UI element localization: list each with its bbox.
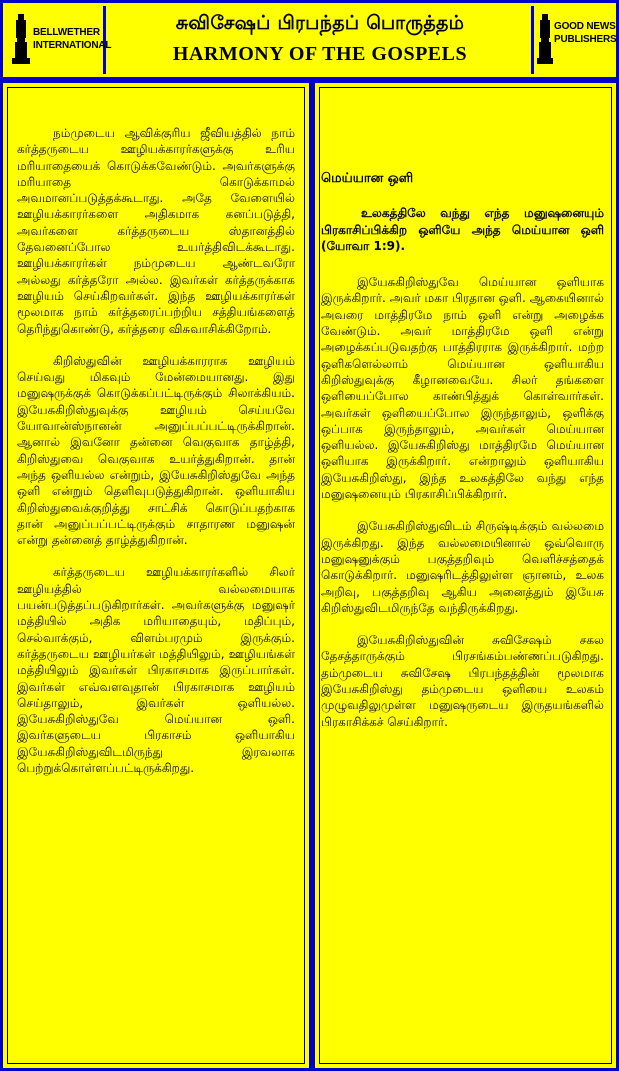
good-news-logo — [531, 6, 617, 74]
paragraph: கிறிஸ்துவின் ஊழியக்காரராக ஊழியம் செய்வது மிகவும் மேன்மையானது. இது மனுஷருக்குக் கொடுக்கப்பட்டிருக்கும் சிலாக்கியம். இயேசுகிறிஸ்துவுக்கு ஊழியம் செய்யவே யோவான்ஸ்நானன் அனுப்பப்பட்டிருக்கிறான். ஆனால் இவனோ தன்னை வெகுவாக தாழ்த்தி, கிறிஸ்துவை வெகுவாக உயர்த்துகிறான். தான் அந்த ஒளியல்ல என்றும், இயேசுகிறிஸ்துவே அந்த ஒளி என்றும் தெளிவுபடுத்துகிறான். ஒளியாகிய கிறிஸ்துவைக்குறித்து சாட்சிக் கொடுப்பதற்காக தான் அனுப்பப்பட்டிருக்கும் சாதாரண மனுஷன் என்று தன்னைத் தாழ்த்துகிறான். — [17, 353, 295, 548]
right-column — [312, 80, 619, 1071]
good-news-logo-text — [554, 20, 616, 46]
logo-line-1: BELLWETHER — [33, 27, 100, 38]
right-column-body — [321, 171, 604, 746]
bible-verse: உலகத்திலே வந்து எந்த மனுஷனையும் பிரகாசிப்பிக்கிற ஒளியே அந்த மெய்யான ஒளி (யோவா 1:9). — [321, 206, 604, 253]
header — [0, 0, 619, 80]
section-heading: மெய்யான ஒளி — [321, 171, 414, 186]
paragraph: இயேசுகிறிஸ்துவின் சுவிசேஷம் சகல தேசத்தாருக்கும் பிரசங்கம்பண்ணப்படுகிறது. தம்முடைய சுவிசேஷ பிரபந்தத்தின் மூலமாக இயேசுகிறிஸ்து தம்முடைய ஒளியை உலகம் முழுவதிலுமுள்ள மனுஷருடைய இருதயங்களில் பிரகாசிக்கச் செய்கிறார். — [321, 633, 604, 729]
tower-icon — [10, 12, 32, 68]
logo-line-2: PUBLISHERS — [554, 34, 617, 45]
tower-icon — [536, 12, 554, 68]
paragraph: கர்த்தருடைய ஊழியக்காரர்களில் சிலர் ஊழியத்தில் வல்லமையாக பயன்படுத்தப்படுகிறார்கள். அவர்களுக்கு மனுஷர் மத்தியில் அதிக மரியாதையும், மதிப்பும், செல்வாக்கும், விளம்பரமும் இருக்கும். கர்த்தருடைய ஊழியர்கள் மத்தியிலும், ஊழியங்கள் மத்தியிலும் இவர்கள் பிரகாசமாக இருப்பார்கள். இவர்கள் எவ்வளவுதான் பிரகாசமாக ஊழியம் செய்தாலும், இவர்கள் ஒளியல்ல. இயேசுகிறிஸ்துவே மெய்யான ஒளி. இவர்களுடைய பிரகாசம் ஒளியாகிய இயேசுகிறிஸ்துவிடமிருந்து இரவலாக பெற்றுக்கொள்ளப்பட்டிருக்கிறது. — [17, 565, 295, 775]
bellwether-logo-text — [33, 26, 111, 52]
logo-line-1: GOOD NEWS — [554, 21, 616, 32]
title-block — [109, 6, 531, 74]
paragraph: இயேசுகிறிஸ்துவே மெய்யான ஒளியாக இருக்கிறார். அவர் மகா பிரதான ஒளி. ஆகையினால் அவரை மாத்திரமே நாம் ஒளி என்று அழைக்க வேண்டும். அவர் மாத்திரமே ஒளி என்று அழைக்கப்படுவதற்கு பாத்திரராக இருக்கிறார். மற்ற ஒளிகளெல்லாம் மெய்யான ஒளியாகிய கிறிஸ்துவுக்கு கீழானவையே. சிலர் தங்களை ஒளியைப்போல காண்பித்துக் கொள்வார்கள். அவர்கள் ஒளியைப்போல இருந்தாலும், ஒளிக்கு ஒப்பாக இருந்தாலும், அவர்கள் மெய்யான ஒளியல்ல. இயேசுகிறிஸ்து மாத்திரமே மெய்யான ஒளியாக இருக்கிறார். என்றாலும் ஒளியாகிய இயேசுகிறிஸ்து, இந்த உலகத்திலே வந்து எந்த மனுஷனையும் பிரகாசிப்பிக்கிறார். — [321, 275, 604, 502]
title-english: HARMONY OF THE GOSPELS — [172, 43, 468, 65]
logo-line-2: INTERNATIONAL — [33, 40, 112, 51]
left-column-body — [17, 125, 295, 792]
bellwether-logo — [6, 6, 112, 74]
paragraph: இயேசுகிறிஸ்துவிடம் சிருஷ்டிக்கும் வல்லமை இருக்கிறது. இந்த வல்லமையினால் ஒவ்வொரு மனுஷனுக்கும் பகுத்தறிவும் வெளிச்சத்தைக் கொடுக்கிறார். மனுஷரிடத்திலுள்ள ஞானம், உலக அறிவு, பகுத்தறிவு ஆகிய அனைத்தும் இயேசு கிறிஸ்துவிடமிருந்தே வந்திருக்கிறது. — [321, 519, 604, 615]
paragraph: நம்முடைய ஆவிக்குரிய ஜீவியத்தில் நாம் கர்த்தருடைய ஊழியக்காரர்களுக்கு உரிய மரியாதையைக் கொடுக்கவேண்டும். அவர்களுக்கு மரியாதை கொடுக்காமல் அவமானப்படுத்தக்கூடாது. அதே வேளையில் ஊழியக்காரர்களை அதிகமாக கனப்படுத்தி, அவர்களை கர்த்தருடைய ஸ்தானத்தில் தேவனைப்போல உயர்த்திவிடக்கூடாது. ஊழியக்காரர்கள் நம்முடைய ஆண்டவரோ அல்லது கர்த்தரோ அல்ல. இவர்கள் கர்த்தருக்காக ஊழியம் செய்கிறவர்கள். இந்த ஊழியக்காரர்கள் மூலமாக நாம் கர்த்தரைப்பற்றிய சத்தியங்களைத் தெரிந்துகொண்டு, கர்த்தரை விசுவாசிக்கிறோம். — [17, 126, 295, 336]
left-column — [0, 80, 312, 1071]
title-tamil: சுவிசேஷப் பிரபந்தப் பொருத்தம் — [175, 12, 465, 34]
